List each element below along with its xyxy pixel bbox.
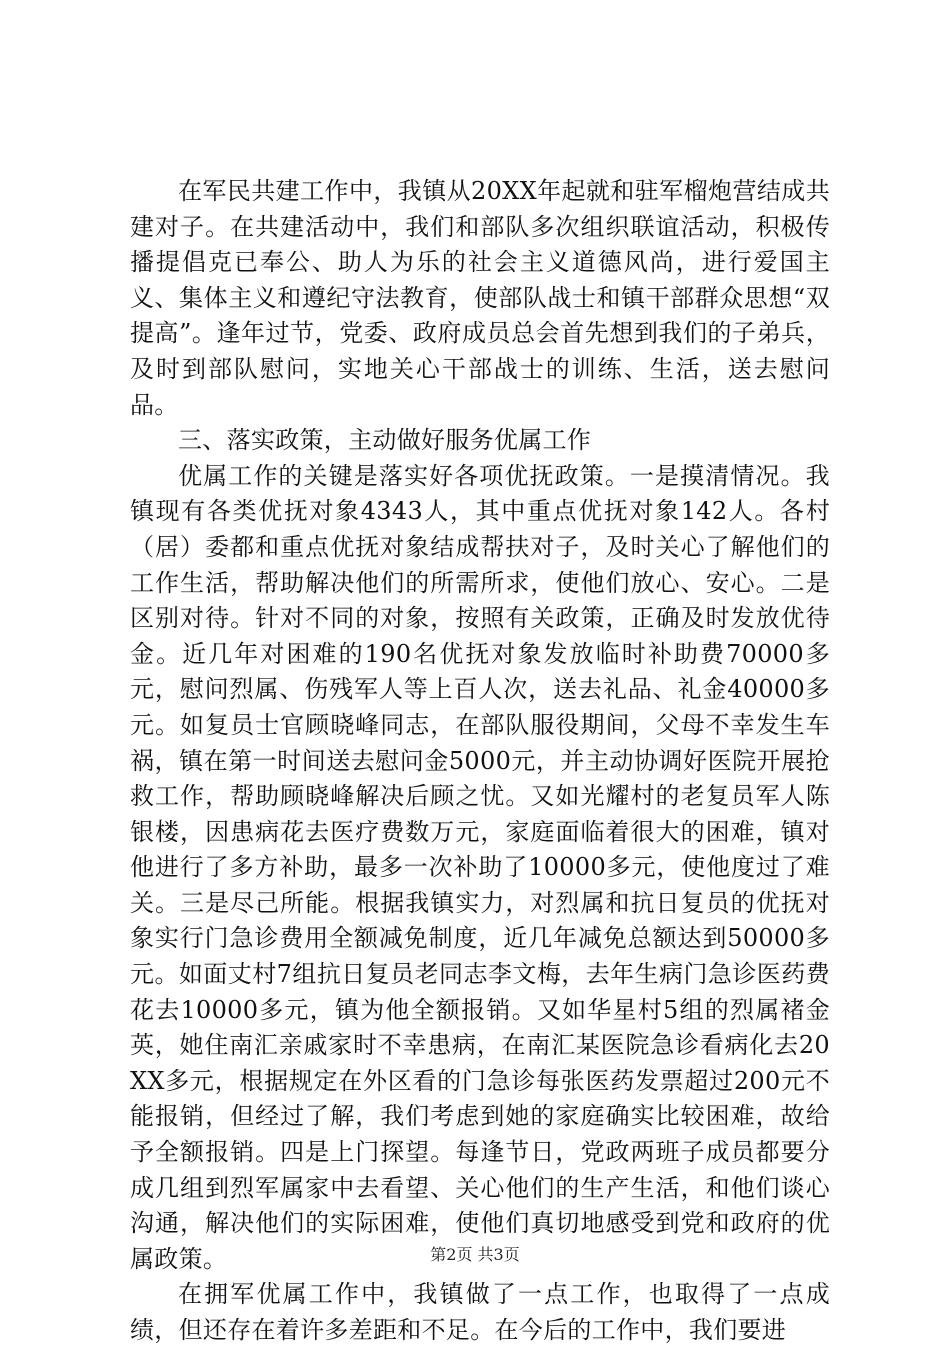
paragraph-military-civil: 在军民共建工作中，我镇从20XX年起就和驻军榴炮营结成共建对子。在共建活动中，我们和部队多次组织联谊活动，积极传播提倡克已奉公、助人为乐的社会主义道德风尚，进行爱国主义、集体主义和遵纪守法教育，使部队战士和镇干部群众思想“双提高”。逢年过节，党委、政府成员总会首先想到我们的子弟兵，及时到部队慰问，实地关心干部战士的训练、生活，送去慰问品。	[130, 177, 830, 419]
document-body	[130, 174, 830, 1349]
paragraph-preferential-care: 优属工作的关键是落实好各项优抚政策。一是摸清情况。我镇现有各类优抚对象4343人，其中重点优抚对象142人。各村（居）委都和重点优抚对象结成帮扶对子，及时关心了解他们的工作生活，帮助解决他们的所需所求，使他们放心、安心。二是区别对待。针对不同的对象，按照有关政策，正确及时发放优待金。近几年对困难的190名优抚对象发放临时补助费70000多元，慰问烈属、伤残军人等上百人次，送去礼品、礼金40000多元。如复员士官顾晓峰同志，在部队服役期间，父母不幸发生车祸，镇在第一时间送去慰问金5000元，并主动协调好医院开展抢救工作，帮助顾晓峰解决后顾之忧。又如光耀村的老复员军人陈银楼，因患病花去医疗费数万元，家庭面临着很大的困难，镇对他进行了多方补助，最多一次补助了10000多元，使他度过了难关。三是尽己所能。根据我镇实力，对烈属和抗日复员的优抚对象实行门急诊费用全额减免制度，近几年减免总额达到50000多元。如面丈村7组抗日复员老同志李文梅，去年生病门急诊医药费花去10000多元，镇为他全额报销。又如华星村5组的烈属褚金英，她住南汇亲戚家时不幸患病，在南汇某医院急诊看病化去20XX多元，根据规定在外区看的门急诊每张医药发票超过200元不能报销，但经过了解，我们考虑到她的家庭确实比较困难，故给予全额报销。四是上门探望。每逢节日，党政两班子成员都要分成几组到烈军属家中去看望、关心他们的生产生活，和他们谈心沟通，解决他们的实际困难，使他们真切地感受到党和政府的优属政策。	[130, 461, 830, 1273]
page-number-footer: 第2页 共3页	[430, 1245, 520, 1264]
paragraph-conclusion: 在拥军优属工作中，我镇做了一点工作，也取得了一点成绩，但还存在着许多差距和不足。在今后的工作中，我们要进	[130, 1280, 830, 1344]
section-heading: 三、落实政策，主动做好服务优属工作	[178, 426, 592, 455]
